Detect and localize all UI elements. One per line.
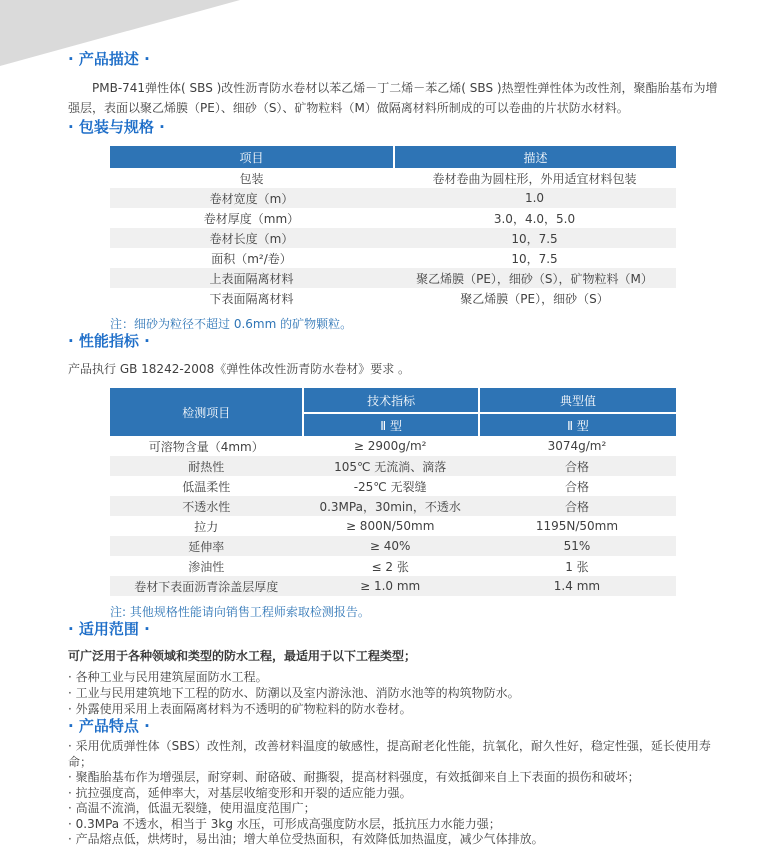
table-row (110, 248, 676, 268)
spec-value-cell: 卷材卷曲为圆柱形，外用适宜材料包装 (432, 171, 637, 186)
test-item-cell: 延伸率 (110, 536, 302, 556)
table-row (110, 208, 676, 228)
table-row (110, 496, 676, 516)
table-row (110, 288, 676, 308)
list-item: · 外露使用采用上表面隔离材料为不透明的矿物粒料的防水卷材。 (68, 702, 412, 716)
application-lead-line: 可广泛用于各种领域和类型的防水工程，最适用于以下工程类型； (68, 649, 417, 663)
tech-index-cell: 105℃ 无流淌、滴落 (302, 456, 477, 476)
spec-item-cell: 上表面隔离材料 (110, 268, 393, 288)
test-item-cell: 渗油性 (188, 559, 225, 574)
list-item: · 采用优质弹性体（SBS）改性剂，改善材料温度的敏感性，提高耐老化性能，抗氧化，耐久性好，稳定性强，延长使用寿命； (68, 739, 711, 769)
table-row (110, 576, 676, 596)
list-item: · 抗拉强度高，延伸率大，对基层收缩变形和开裂的适应能力强。 (68, 785, 412, 800)
test-item-cell: 可溶物含量（4mm） (148, 439, 264, 454)
table-row (110, 556, 676, 576)
col-header-description: 描述 (393, 146, 676, 168)
performance-table-body (110, 436, 676, 596)
tech-index-cell: ≥ 1.0 mm (302, 576, 477, 596)
spec-value-cell: 3.0，4.0，5.0 (493, 211, 576, 226)
spec-item-cell: 卷材宽度（m） (110, 188, 393, 208)
product-features-heading: · 产品特点 · (68, 717, 150, 735)
table-row (110, 536, 676, 556)
spec-item-cell: 卷材长度（m） (110, 228, 393, 248)
list-item: · 产品熔点低，烘烤时，易出油；增大单位受热面积，有效降低加热温度，减少气体排放。 (68, 832, 544, 846)
typical-value-cell: 51% (478, 536, 676, 556)
table-row (110, 516, 676, 536)
application-list (68, 669, 718, 717)
packaging-table-body (110, 168, 676, 308)
spec-item-cell: 卷材厚度（mm） (203, 211, 300, 226)
spec-item-cell: 下表面隔离材料 (209, 291, 294, 306)
typical-value-cell: 3074g/m² (547, 439, 607, 453)
tech-index-cell: ≥ 800N/50mm (345, 519, 435, 533)
section-application-scope (68, 620, 718, 717)
spec-value-cell: 10，7.5 (393, 228, 676, 248)
packaging-specs-heading: · 包装与规格 · (68, 118, 165, 136)
features-list (68, 739, 718, 848)
typical-value-cell: 1 张 (565, 559, 589, 574)
spec-value-cell: 聚乙烯膜（PE），细砂（S），矿物粒料（M） (393, 268, 676, 288)
list-item: · 聚酯胎基布作为增强层，耐穿刺、耐硌破、耐撕裂，提高材料强度，有效抵御来自上下表面的损伤和破坏； (68, 770, 640, 784)
performance-standard-line: 产品执行 GB 18242-2008《弹性体改性沥青防水卷材》要求 。 (68, 362, 411, 376)
col-header-test-item: 检测项目 (110, 388, 302, 436)
table-row (110, 436, 676, 456)
packaging-table (110, 146, 676, 308)
tech-index-cell: -25℃ 无裂缝 (353, 479, 427, 494)
typical-value-cell: 合格 (564, 479, 589, 494)
table-row (110, 168, 676, 188)
product-description-paragraph: PMB-741弹性体( SBS )改性沥青防水卷材以苯乙烯－丁二烯－苯乙烯( SBS )热塑性弹性体为改性剂，聚酯胎基布为增强层，表面以聚乙烯膜（PE）、细砂（S）、矿物粒料（M）做隔离材料所制成的可以卷曲的片状防水材料。 (68, 81, 718, 115)
col-header-typical-value: 典型值 (478, 388, 676, 412)
list-item: · 高温不流淌，低温无裂缝，使用温度范围广； (68, 801, 316, 815)
packaging-table-head (110, 146, 676, 168)
subheader-type-2: Ⅱ 型 (302, 412, 477, 436)
spec-value-cell: 10，7.5 (511, 251, 558, 266)
list-item: · 0.3MPa 不透水，相当于 3kg 水压，可形成高强度防水层，抵抗压力水能力强； (68, 816, 501, 831)
table-row (110, 268, 676, 288)
spec-item-cell: 面积（m²/卷） (211, 251, 292, 266)
typical-value-cell: 合格 (478, 496, 676, 516)
list-item: · 各种工业与民用建筑屋面防水工程。 (68, 670, 268, 684)
tech-index-cell: ≥ 2900g/m² (353, 439, 427, 453)
list-item: · 工业与民用建筑地下工程的防水、防潮以及室内游泳池、消防水池等的构筑物防水。 (68, 686, 520, 700)
typical-value-cell: 合格 (478, 456, 676, 476)
subheader-type-2: Ⅱ 型 (478, 412, 676, 436)
test-item-cell: 低温柔性 (182, 479, 231, 494)
test-item-cell: 耐热性 (110, 456, 302, 476)
application-scope-heading: · 适用范围 · (68, 620, 150, 638)
test-item-cell: 拉力 (194, 519, 219, 534)
tech-index-cell: ≤ 2 张 (371, 559, 409, 574)
spec-value-cell: 聚乙烯膜（PE），细砂（S） (460, 291, 609, 306)
table-row (110, 456, 676, 476)
section-packaging-specs (68, 118, 718, 332)
table-row (110, 476, 676, 496)
table-row (110, 228, 676, 248)
test-item-cell: 不透水性 (110, 496, 302, 516)
product-description-heading: · 产品描述 · (68, 50, 150, 68)
col-header-item: 项目 (110, 146, 393, 168)
spec-item-cell: 包装 (239, 171, 264, 186)
typical-value-cell: 1195N/50mm (535, 519, 619, 533)
section-product-description (68, 50, 718, 118)
performance-table-head (110, 388, 676, 436)
table-header-row (110, 146, 676, 168)
spec-value-cell: 1.0 (393, 188, 676, 208)
packaging-note: 注：细砂为粒径不超过 0.6mm 的矿物颗粒。 (110, 317, 353, 331)
performance-heading: · 性能指标 · (68, 332, 150, 350)
tech-index-cell: 0.3MPa，30min，不透水 (302, 496, 477, 516)
performance-table (110, 388, 676, 596)
test-item-cell: 卷材下表面沥青涂盖层厚度 (110, 576, 302, 596)
typical-value-cell: 1.4 mm (478, 576, 676, 596)
performance-note: 注: 其他规格性能请向销售工程师索取检测报告。 (110, 605, 370, 619)
table-row (110, 188, 676, 208)
section-product-features (68, 717, 718, 848)
tech-index-cell: ≥ 40% (302, 536, 477, 556)
table-header-row (110, 388, 676, 412)
section-performance (68, 332, 718, 620)
col-header-tech-index: 技术指标 (302, 388, 477, 412)
